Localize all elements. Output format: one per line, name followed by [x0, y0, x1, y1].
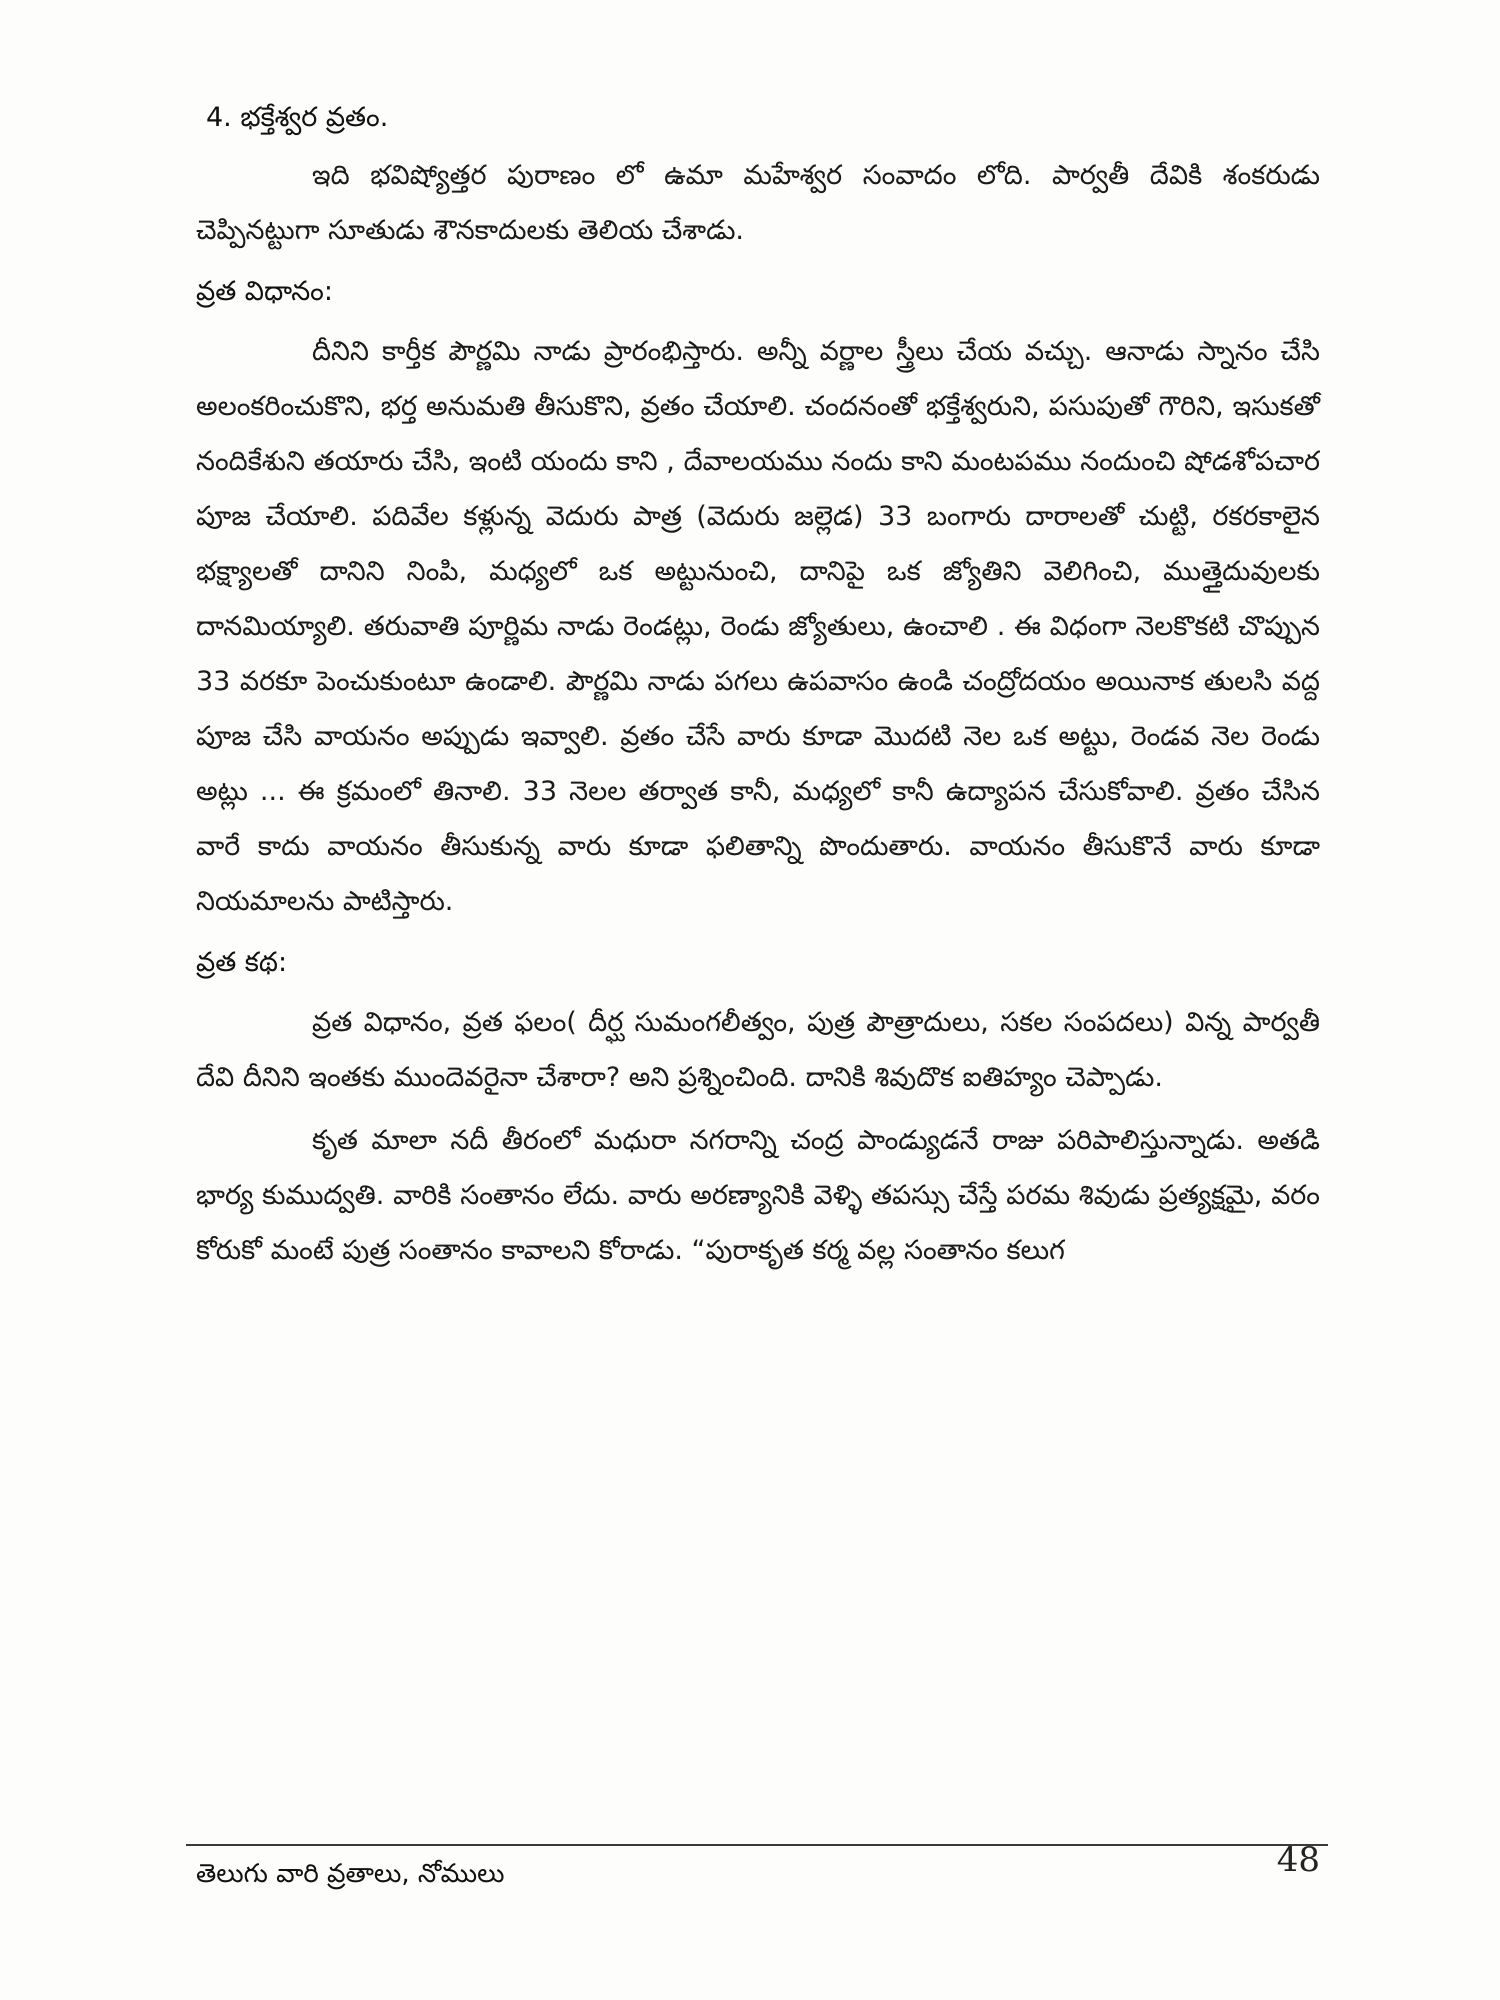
intro-paragraph: ఇది భవిష్యోత్తర పురాణం లో ఉమా మహేశ్వర సంవాదం లోది. పార్వతీ దేవికి శంకరుడు చెప్పినట్టుగా సూతుడు శౌనకాదులకు తెలియ చేశాడు.	[196, 160, 1320, 246]
page-body	[196, 96, 1320, 1286]
page-number: 48	[1276, 1840, 1320, 1880]
footer-book-title: తెలుగు వారి వ్రతాలు, నోములు	[196, 1859, 505, 1889]
chapter-title: 4. భక్తేశ్వర వ్రతం.	[206, 102, 389, 133]
vidhanam-heading: వ్రత విధానం:	[196, 276, 333, 307]
vidhanam-paragraph: దీనిని కార్తీక పౌర్ణమి నాడు ప్రారంభిస్తారు. అన్నీ వర్ణాల స్త్రీలు చేయ వచ్చు. ఆనాడు స్నానం చేసి అలంకరించుకొని, భర్త అనుమతి తీసుకొని, వ్రతం చేయాలి. చందనంతో భక్తేశ్వరుని, పసుపుతో గౌరిని, ఇసుకతో నందికేశుని తయారు చేసి, ఇంటి యందు కాని , దేవాలయము నందు కాని మంటపము నందుంచి షోడశోపచార పూజ చేయాలి. పదివేల కళ్లున్న వెదురు పాత్ర (వెదురు జల్లెడ) 33 బంగారు దారాలతో చుట్టి, రకరకాలైన భక్ష్యాలతో దానిని నింపి, మధ్యలో ఒక అట్టునుంచి, దానిపై ఒక జ్యోతిని వెలిగించి, ముత్తైదువులకు దానమియ్యాలి. తరువాతి పూర్ణిమ నాడు రెండట్లు, రెండు జ్యోతులు, ఉంచాలి . ఈ విధంగా నెలకొకటి చొప్పున 33 వరకూ పెంచుకుంటూ ఉండాలి. పౌర్ణమి నాడు పగలు ఉపవాసం ఉండి చంద్రోదయం అయినాక తులసి వద్ద పూజ చేసి వాయనం అప్పుడు ఇవ్వాలి. వ్రతం చేసే వారు కూడా మొదటి నెల ఒక అట్టు, రెండవ నెల రెండు అట్లు ... ఈ క్రమంలో తినాలి. 33 నెలల తర్వాత కానీ, మధ్యలో కానీ ఉద్యాపన చేసుకోవాలి. వ్రతం చేసిన వారే కాదు వాయనం తీసుకున్న వారు కూడా ఫలితాన్ని పొందుతారు. వాయనం తీసుకొనే వారు కూడా నియమాలను పాటిస్తారు.	[196, 336, 1320, 917]
katha-paragraph-1: వ్రత విధానం, వ్రత ఫలం( దీర్ఘ సుమంగలీత్వం, పుత్ర పౌత్రాదులు, సకల సంపదలు) విన్న పార్వతీ దేవి దీనిని ఇంతకు ముందెవరైనా చేశారా? అని ప్రశ్నించింది. దానికి శివుదొక ఐతిహ్యం చెప్పాడు.	[196, 1007, 1320, 1093]
footer-divider	[186, 1844, 1328, 1846]
katha-heading: వ్రత కథ:	[196, 947, 288, 978]
katha-paragraph-2: కృత మాలా నదీ తీరంలో మధురా నగరాన్ని చంద్ర పాండ్యుడనే రాజు పరిపాలిస్తున్నాడు. అతడి భార్య కుముద్వతి. వారికి సంతానం లేదు. వారు అరణ్యానికి వెళ్ళి తపస్సు చేస్తే పరమ శివుడు ప్రత్యక్షమై, వరం కోరుకో మంటే పుత్ర సంతానం కావాలని కోరాడు. “పురాకృత కర్మ వల్ల సంతానం కలుగ	[196, 1125, 1320, 1266]
